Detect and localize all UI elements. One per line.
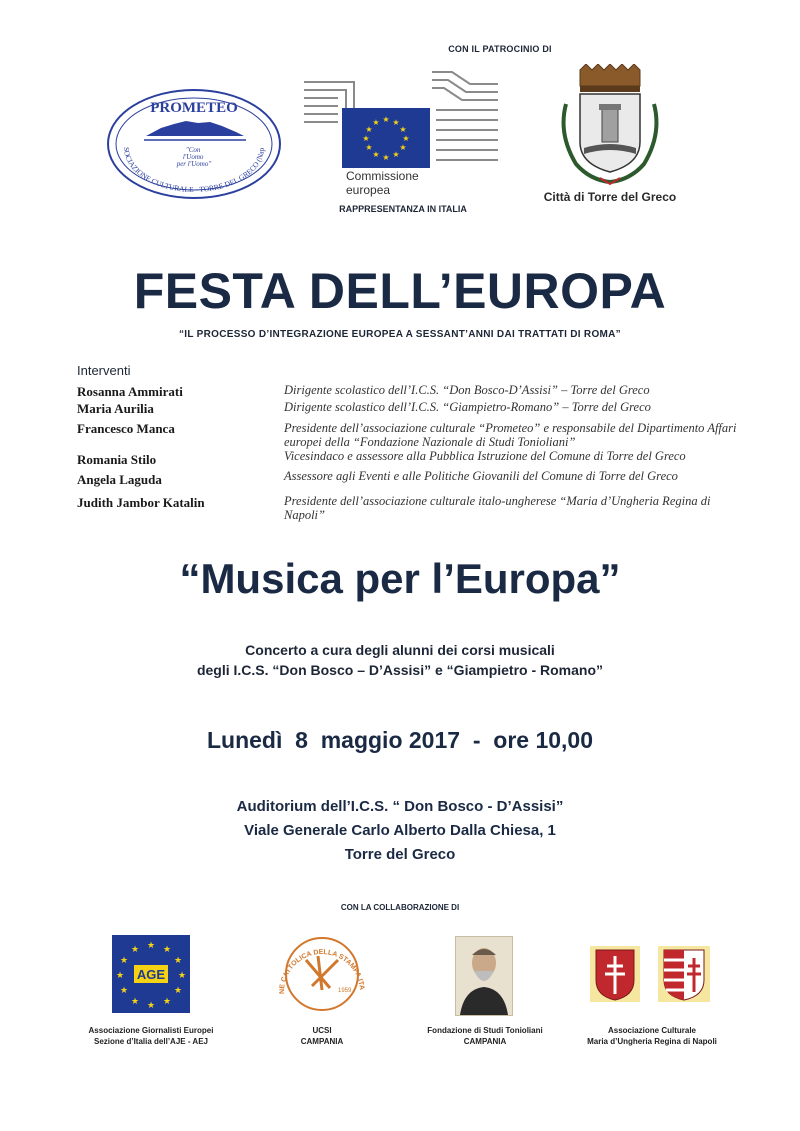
speaker-role: Presidente dell’associazione culturale italo-ungherese “Maria d’Ungheria Regina di Napoli” xyxy=(284,494,711,522)
partner-caption-ucsi xyxy=(262,1025,382,1047)
prometeo-logo xyxy=(106,88,282,200)
svg-text:★: ★ xyxy=(162,945,172,955)
prometeo-name: PROMETEO xyxy=(150,100,238,116)
caption-line-2: Maria d’Ungheria Regina di Napoli xyxy=(587,1037,717,1046)
concert-line-1: Concerto a cura degli alunni dei corsi musicali xyxy=(245,642,555,658)
concert-line-2: degli I.C.S. “Don Bosco – D’Assisi” e “Giampietro - Romano” xyxy=(196,662,604,678)
svg-text:★: ★ xyxy=(130,945,140,955)
event-date: Lunedì 8 maggio 2017 - ore 10,00 xyxy=(206,727,594,753)
event-subtitle: “IL PROCESSO D’INTEGRAZIONE EUROPEA A SESSANT’ANNI DAI TRATTATI DI ROMA” xyxy=(179,329,621,340)
svg-text:★: ★ xyxy=(130,997,140,1007)
svg-text:★: ★ xyxy=(382,153,390,162)
caption-line-1: Associazione Culturale xyxy=(607,1026,697,1035)
svg-text:★: ★ xyxy=(177,971,187,981)
svg-text:★: ★ xyxy=(115,971,125,981)
caption-line-2: Sezione d’Italia dell’AJE - AEJ xyxy=(94,1037,208,1046)
collaboration-label: CON LA COLLABORAZIONE DI xyxy=(340,903,460,912)
concert-description xyxy=(0,640,800,680)
svg-text:★: ★ xyxy=(399,125,407,134)
venue-block xyxy=(0,795,800,867)
svg-text:★: ★ xyxy=(382,115,390,124)
partner-caption-age xyxy=(56,1025,246,1047)
caption-line-1: Fondazione di Studi Tonioliani xyxy=(427,1026,543,1035)
ucsi-year: 1959 xyxy=(338,988,352,994)
eu-line2: europea xyxy=(346,183,391,197)
torre-del-greco-coat-of-arms xyxy=(556,64,664,186)
partner-caption-maria xyxy=(565,1025,739,1047)
caption-line-2: CAMPANIA xyxy=(463,1037,507,1046)
svg-text:★: ★ xyxy=(146,941,156,951)
venue-line-2: Viale Generale Carlo Alberto Dalla Chiesa, 1 xyxy=(244,822,556,839)
ucsi-ring-text: NE CATTOLICA DELLA STAMPA ITA xyxy=(278,948,366,995)
svg-text:★: ★ xyxy=(173,986,183,996)
speaker-row xyxy=(77,401,757,421)
svg-text:★: ★ xyxy=(146,1001,156,1011)
svg-text:★: ★ xyxy=(372,150,380,159)
speaker-name: Maria Aurilia xyxy=(77,401,154,416)
eu-line1: Commissione xyxy=(346,169,419,183)
speaker-role: Assessore agli Eventi e alle Politiche Giovanili del Comune di Torre del Greco xyxy=(284,469,678,483)
svg-text:★: ★ xyxy=(362,134,370,143)
venue-line-1: Auditorium dell’I.C.S. “ Don Bosco - D’Assisi” xyxy=(236,798,564,815)
svg-text:★: ★ xyxy=(392,150,400,159)
concert-title: “Musica per l’Europa” xyxy=(179,555,621,602)
speaker-role: Vicesindaco e assessore alla Pubblica Istruzione del Comune di Torre del Greco xyxy=(284,449,686,463)
svg-text:★: ★ xyxy=(402,134,410,143)
speaker-row xyxy=(77,421,757,452)
caption-line-2: CAMPANIA xyxy=(300,1037,344,1046)
maria-ungheria-logo xyxy=(590,946,714,1004)
speaker-role: Dirigente scolastico dell’I.C.S. “Giampietro-Romano” – Torre del Greco xyxy=(284,400,651,414)
venue-line-3: Torre del Greco xyxy=(344,846,456,863)
city-label: Città di Torre del Greco xyxy=(543,190,677,204)
svg-text:★: ★ xyxy=(365,143,373,152)
svg-text:★: ★ xyxy=(372,118,380,127)
partner-caption-toniolo xyxy=(405,1025,565,1047)
speaker-name: Romania Stilo xyxy=(77,452,157,467)
patron-label: CON IL PATROCINIO DI xyxy=(448,44,552,54)
speaker-row xyxy=(77,494,757,524)
age-badge-text: AGE xyxy=(136,967,166,982)
svg-text:★: ★ xyxy=(365,125,373,134)
svg-text:★: ★ xyxy=(392,118,400,127)
svg-text:★: ★ xyxy=(162,997,172,1007)
european-commission-logo xyxy=(302,70,502,200)
speaker-role: Presidente dell’associazione culturale “Prometeo” e responsabile del Dipartimento Affari europei della “Fondazione Nazionale di Studi Tonioliani” xyxy=(284,421,737,449)
speaker-role: Dirigente scolastico dell’I.C.S. “Don Bosco-D’Assisi” – Torre del Greco xyxy=(284,383,650,397)
caption-line-1: UCSI xyxy=(312,1026,332,1035)
age-logo xyxy=(112,935,190,1013)
svg-text:★: ★ xyxy=(119,956,129,966)
svg-text:★: ★ xyxy=(173,956,183,966)
svg-text:★: ★ xyxy=(119,986,129,996)
prometeo-ring-text: SOCIAZIONE CULTURALE - TORRE DEL GRECO (Nap xyxy=(121,146,267,195)
speaker-row xyxy=(77,383,757,401)
speaker-name: Judith Jambor Katalin xyxy=(77,495,205,510)
ucsi-logo xyxy=(272,930,372,1012)
speaker-name: Rosanna Ammirati xyxy=(77,384,183,399)
caption-line-1: Associazione Giornalisti Europei xyxy=(88,1026,214,1035)
svg-text:★: ★ xyxy=(399,143,407,152)
speaker-name: Francesco Manca xyxy=(77,421,175,436)
speakers-heading: Interventi xyxy=(77,363,131,378)
toniolo-portrait xyxy=(455,936,513,1016)
event-title: FESTA DELL’EUROPA xyxy=(133,263,667,319)
speakers-list xyxy=(77,383,757,524)
speaker-row xyxy=(77,471,757,494)
speaker-name: Angela Laguda xyxy=(77,472,162,487)
svg-text:"Con l'Uomo per l': "Con l'Uomo per l'Uomo" xyxy=(176,146,212,168)
eu-representation-label: RAPPRESENTANZA IN ITALIA xyxy=(339,204,467,214)
